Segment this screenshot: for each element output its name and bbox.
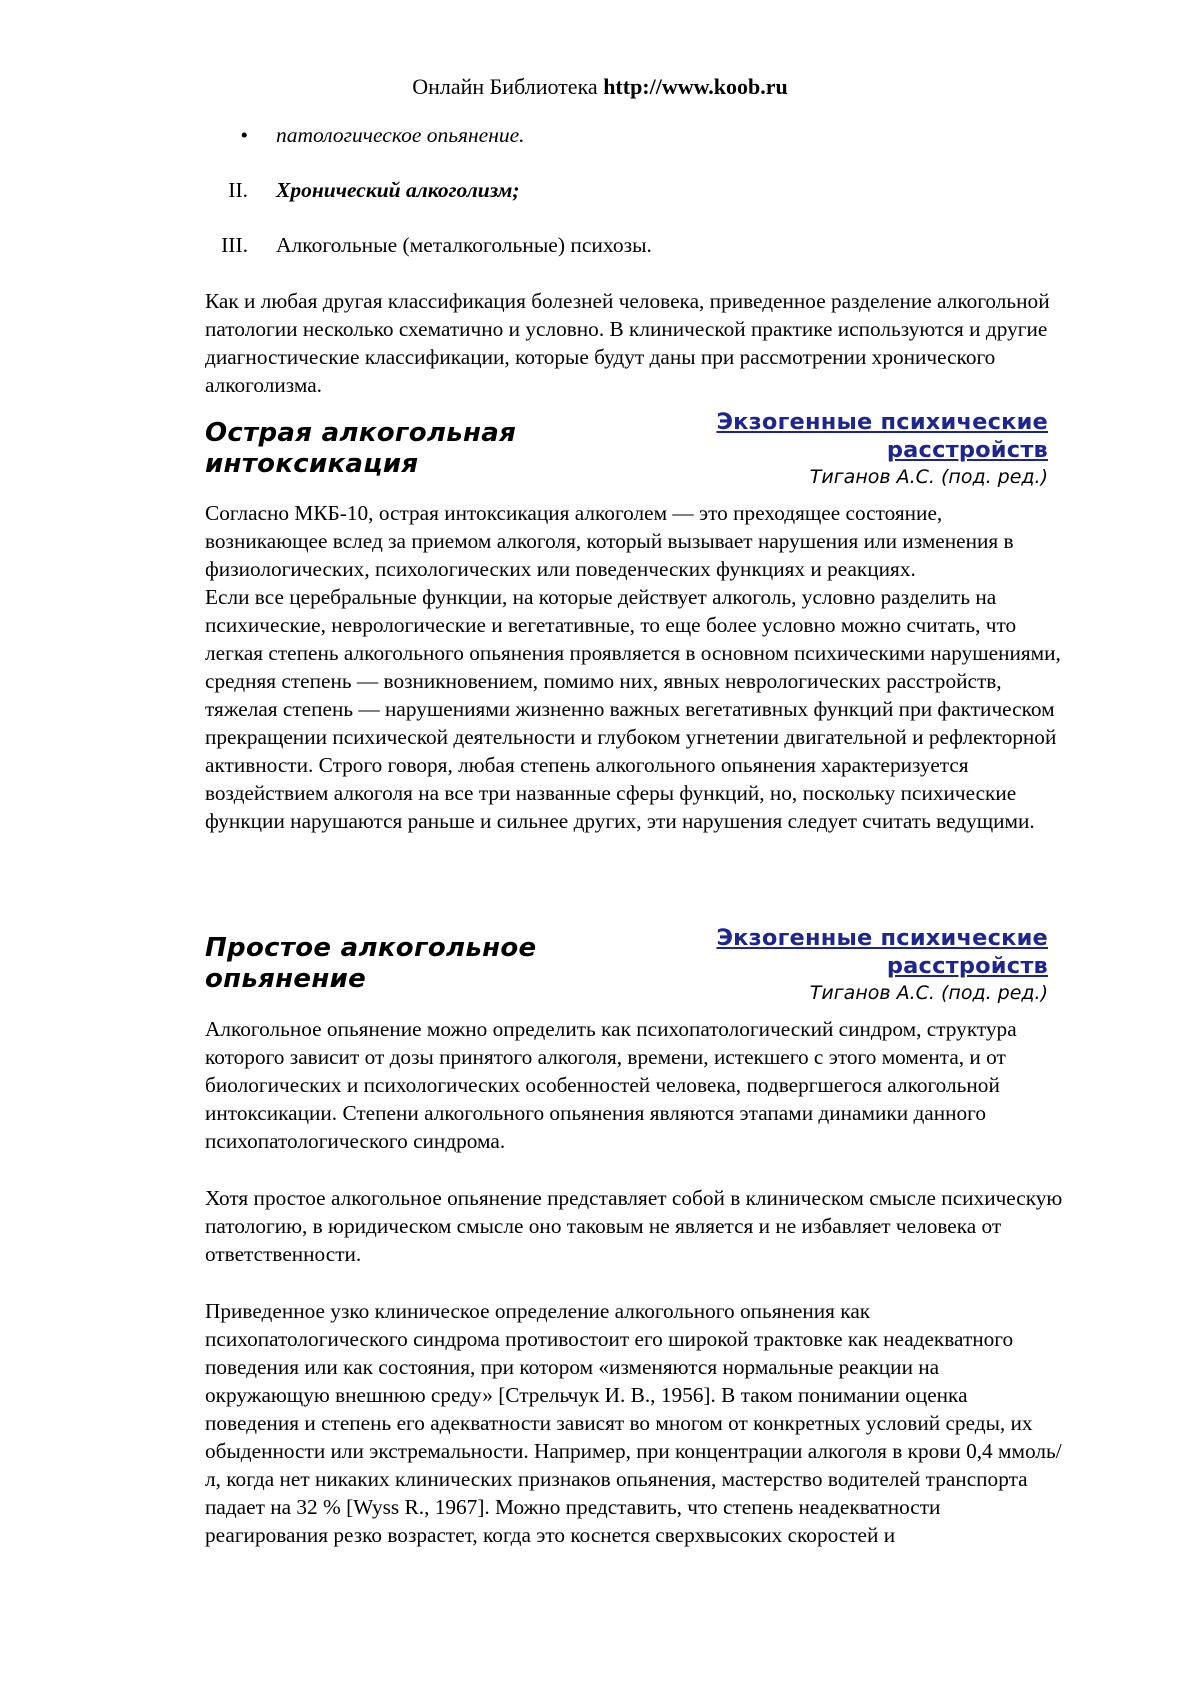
section-body <box>205 1015 1065 1155</box>
paragraph-text: Приведенное узко клиническое определение алкогольного опьянения как психопатологического синдрома противостоит его широкой трактовке как неадекватного поведения или как состояния, при котором «изменяются нормальные реакции на окружающую внешнюю среду» [Стрельчук И. В., 1956]. В таком понимании оценка поведения и степень его адекватности зависят во многом от конкретных условий среды, их обыденности или экстремальности. Например, при концентрации алкоголя в крови 0,4 ммоль/л, когда нет никаких клинических признаков опьянения, мастерство водителей транспорта падает на 32 % [Wyss R., 1967]. Можно представить, что степень неадекватности реагирования резко возрастет, когда это коснется сверхвысоких скоростей и <box>205 1299 1062 1547</box>
reference-link[interactable]: Экзогенные психические расстройств <box>716 409 1048 463</box>
paragraph-text: Хотя простое алкогольное опьянение представляет собой в клиническом смысле психическую патологию, в юридическом смысле оно таковым не является и не избавляет человека от ответственности. <box>205 1186 1063 1266</box>
paragraph-text: Если все церебральные функции, на которые действует алкоголь, условно разделить на психические, неврологические и вегетативные, то еще более условно можно считать, что легкая степень алкогольного опьянения проявляется в основном психическими нарушениями, средняя степень — возникновением, помимо них, явных неврологических расстройств, тяжелая степень — нарушениями жизненно важных вегетативных функций при фактическом прекращении психической деятельности и глубоком угнетении двигательной и рефлекторной активности. Строго говоря, любая степень алкогольного опьянения характеризуется воздействием алкоголя на все три названные сферы функций, но, поскольку психические функции нарушаются раньше и сильнее других, эти нарушения следует считать ведущими. <box>205 585 1061 833</box>
section-body <box>205 499 1065 835</box>
paragraph-text: Как и любая другая классификация болезней человека, приведенное разделение алкогольной патологии несколько схематично и условно. В клинической практике используются и другие диагностические классификации, которые будут даны при рассмотрении хронического алкоголизма. <box>205 289 1050 397</box>
reference-author: Тиганов А.С. (под. ред.) <box>809 466 1048 488</box>
reference-link[interactable]: Экзогенные психические расстройств <box>716 925 1048 979</box>
section-title: Острая алкогольная интоксикация <box>205 418 517 479</box>
paragraph-text: Согласно МКБ-10, острая интоксикация алкоголем — это преходящее состояние, возникающее вслед за приемом алкоголя, который вызывает нарушения или изменения в физиологических, психологических или поведенческих функциях и реакциях. <box>205 501 1014 581</box>
reference-block <box>628 408 1048 489</box>
roman-marker: II. <box>228 178 248 202</box>
intro-paragraph <box>205 287 1065 399</box>
header-url: http://www.koob.ru <box>603 74 788 99</box>
section-body <box>205 1184 1065 1268</box>
section-body <box>205 1297 1065 1549</box>
section-title: Простое алкогольное опьянение <box>205 933 537 994</box>
list-item-text: патологическое опьянение. <box>276 123 525 147</box>
reference-block <box>628 924 1048 1005</box>
roman-marker: III. <box>221 233 248 257</box>
list-item-text: Хронический алкоголизм; <box>276 178 520 202</box>
header-prefix: Онлайн Библиотека <box>412 74 604 99</box>
list-item-text: Алкогольные (металкогольные) психозы. <box>276 233 652 257</box>
paragraph-text: Алкогольное опьянение можно определить как психопатологический синдром, структура которого зависит от дозы принятого алкоголя, времени, истекшего с этого момента, и от биологических и психологических особенностей человека, подвергшегося алкогольной интоксикации. Степени алкогольного опьянения являются этапами динамики данного психопатологического синдрома. <box>205 1017 1017 1153</box>
reference-author: Тиганов А.С. (под. ред.) <box>809 982 1048 1004</box>
bullet-marker: • <box>240 123 248 147</box>
page-header <box>0 74 1200 100</box>
